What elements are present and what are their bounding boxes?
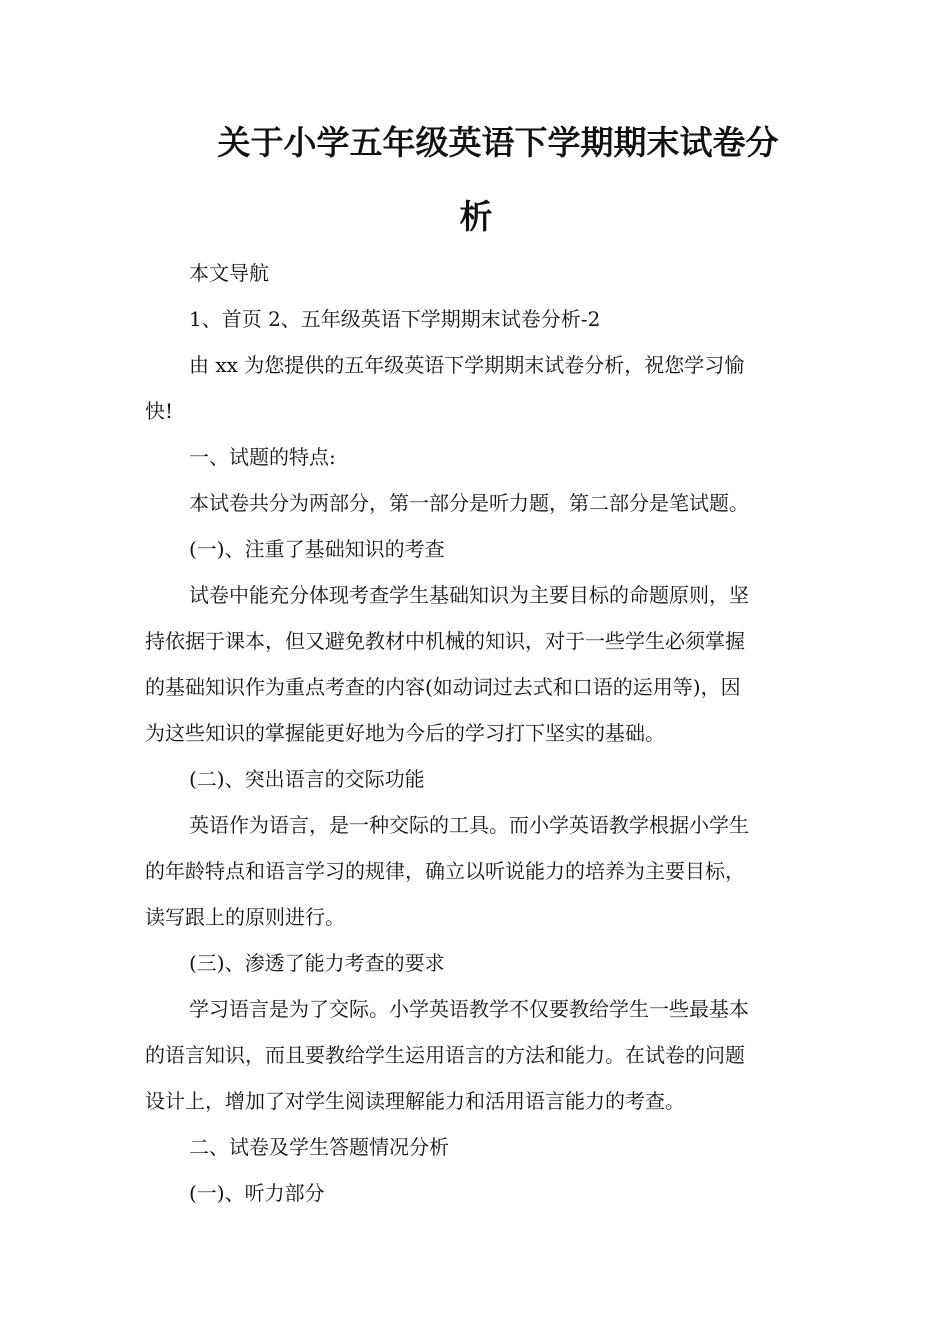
- text-line: 读写跟上的原则进行。: [145, 905, 345, 929]
- text-line: 快!: [145, 399, 174, 423]
- subsection-heading-2-1: [145, 1170, 807, 1216]
- text-line: (三)、渗透了能力考查的要求: [189, 951, 445, 975]
- document-body: [145, 250, 807, 1216]
- paragraph-nav-links: [145, 296, 807, 342]
- subsection-heading-1-2: [145, 756, 807, 802]
- text-line: 本文导航: [189, 261, 269, 285]
- text-line: 本试卷共分为两部分，第一部分是听力题，第二部分是笔试题。: [189, 491, 749, 515]
- paragraph-structure: [145, 480, 807, 526]
- text-line: 英语作为语言，是一种交际的工具。而小学英语教学根据小学生: [189, 813, 749, 837]
- text-line: 的基础知识作为重点考查的内容(如动词过去式和口语的运用等)，因: [145, 675, 741, 699]
- title-line: 关于小学五年级英语下学期期末试卷分: [217, 123, 779, 162]
- text-line: (二)、突出语言的交际功能: [189, 767, 425, 791]
- section-heading-1: [145, 434, 807, 480]
- subsection-heading-1-3: [145, 940, 807, 986]
- paragraph-nav-heading: [145, 250, 807, 296]
- subsection-heading-1-1: [145, 526, 807, 572]
- text-line: 一、试题的特点:: [189, 445, 336, 469]
- section-heading-2: [145, 1124, 807, 1170]
- paragraph-basics: [145, 572, 807, 756]
- document-title: [145, 106, 807, 254]
- text-line: 1、首页 2、五年级英语下学期期末试卷分析-2: [189, 307, 601, 331]
- text-line: 持依据于课本，但又避免教材中机械的知识，对于一些学生必须掌握: [145, 629, 745, 653]
- paragraph-ability: [145, 986, 807, 1124]
- paragraph-intro: [145, 342, 807, 434]
- text-line: (一)、听力部分: [189, 1181, 325, 1205]
- text-line: 试卷中能充分体现考查学生基础知识为主要目标的命题原则，坚: [189, 583, 749, 607]
- paragraph-communication: [145, 802, 807, 940]
- text-line: 由 xx 为您提供的五年级英语下学期期末试卷分析，祝您学习愉: [189, 353, 745, 377]
- text-line: 为这些知识的掌握能更好地为今后的学习打下坚实的基础。: [145, 721, 665, 745]
- text-line: 二、试卷及学生答题情况分析: [189, 1135, 449, 1159]
- text-line: 学习语言是为了交际。小学英语教学不仅要教给学生一些最基本: [189, 997, 749, 1021]
- text-line: 的年龄特点和语言学习的规律，确立以听说能力的培养为主要目标，: [145, 859, 745, 883]
- text-line: 的语言知识，而且要教给学生运用语言的方法和能力。在试卷的问题: [145, 1043, 745, 1067]
- title-line: 析: [459, 197, 493, 236]
- text-line: (一)、注重了基础知识的考查: [189, 537, 445, 561]
- text-line: 设计上，增加了对学生阅读理解能力和活用语言能力的考查。: [145, 1089, 685, 1113]
